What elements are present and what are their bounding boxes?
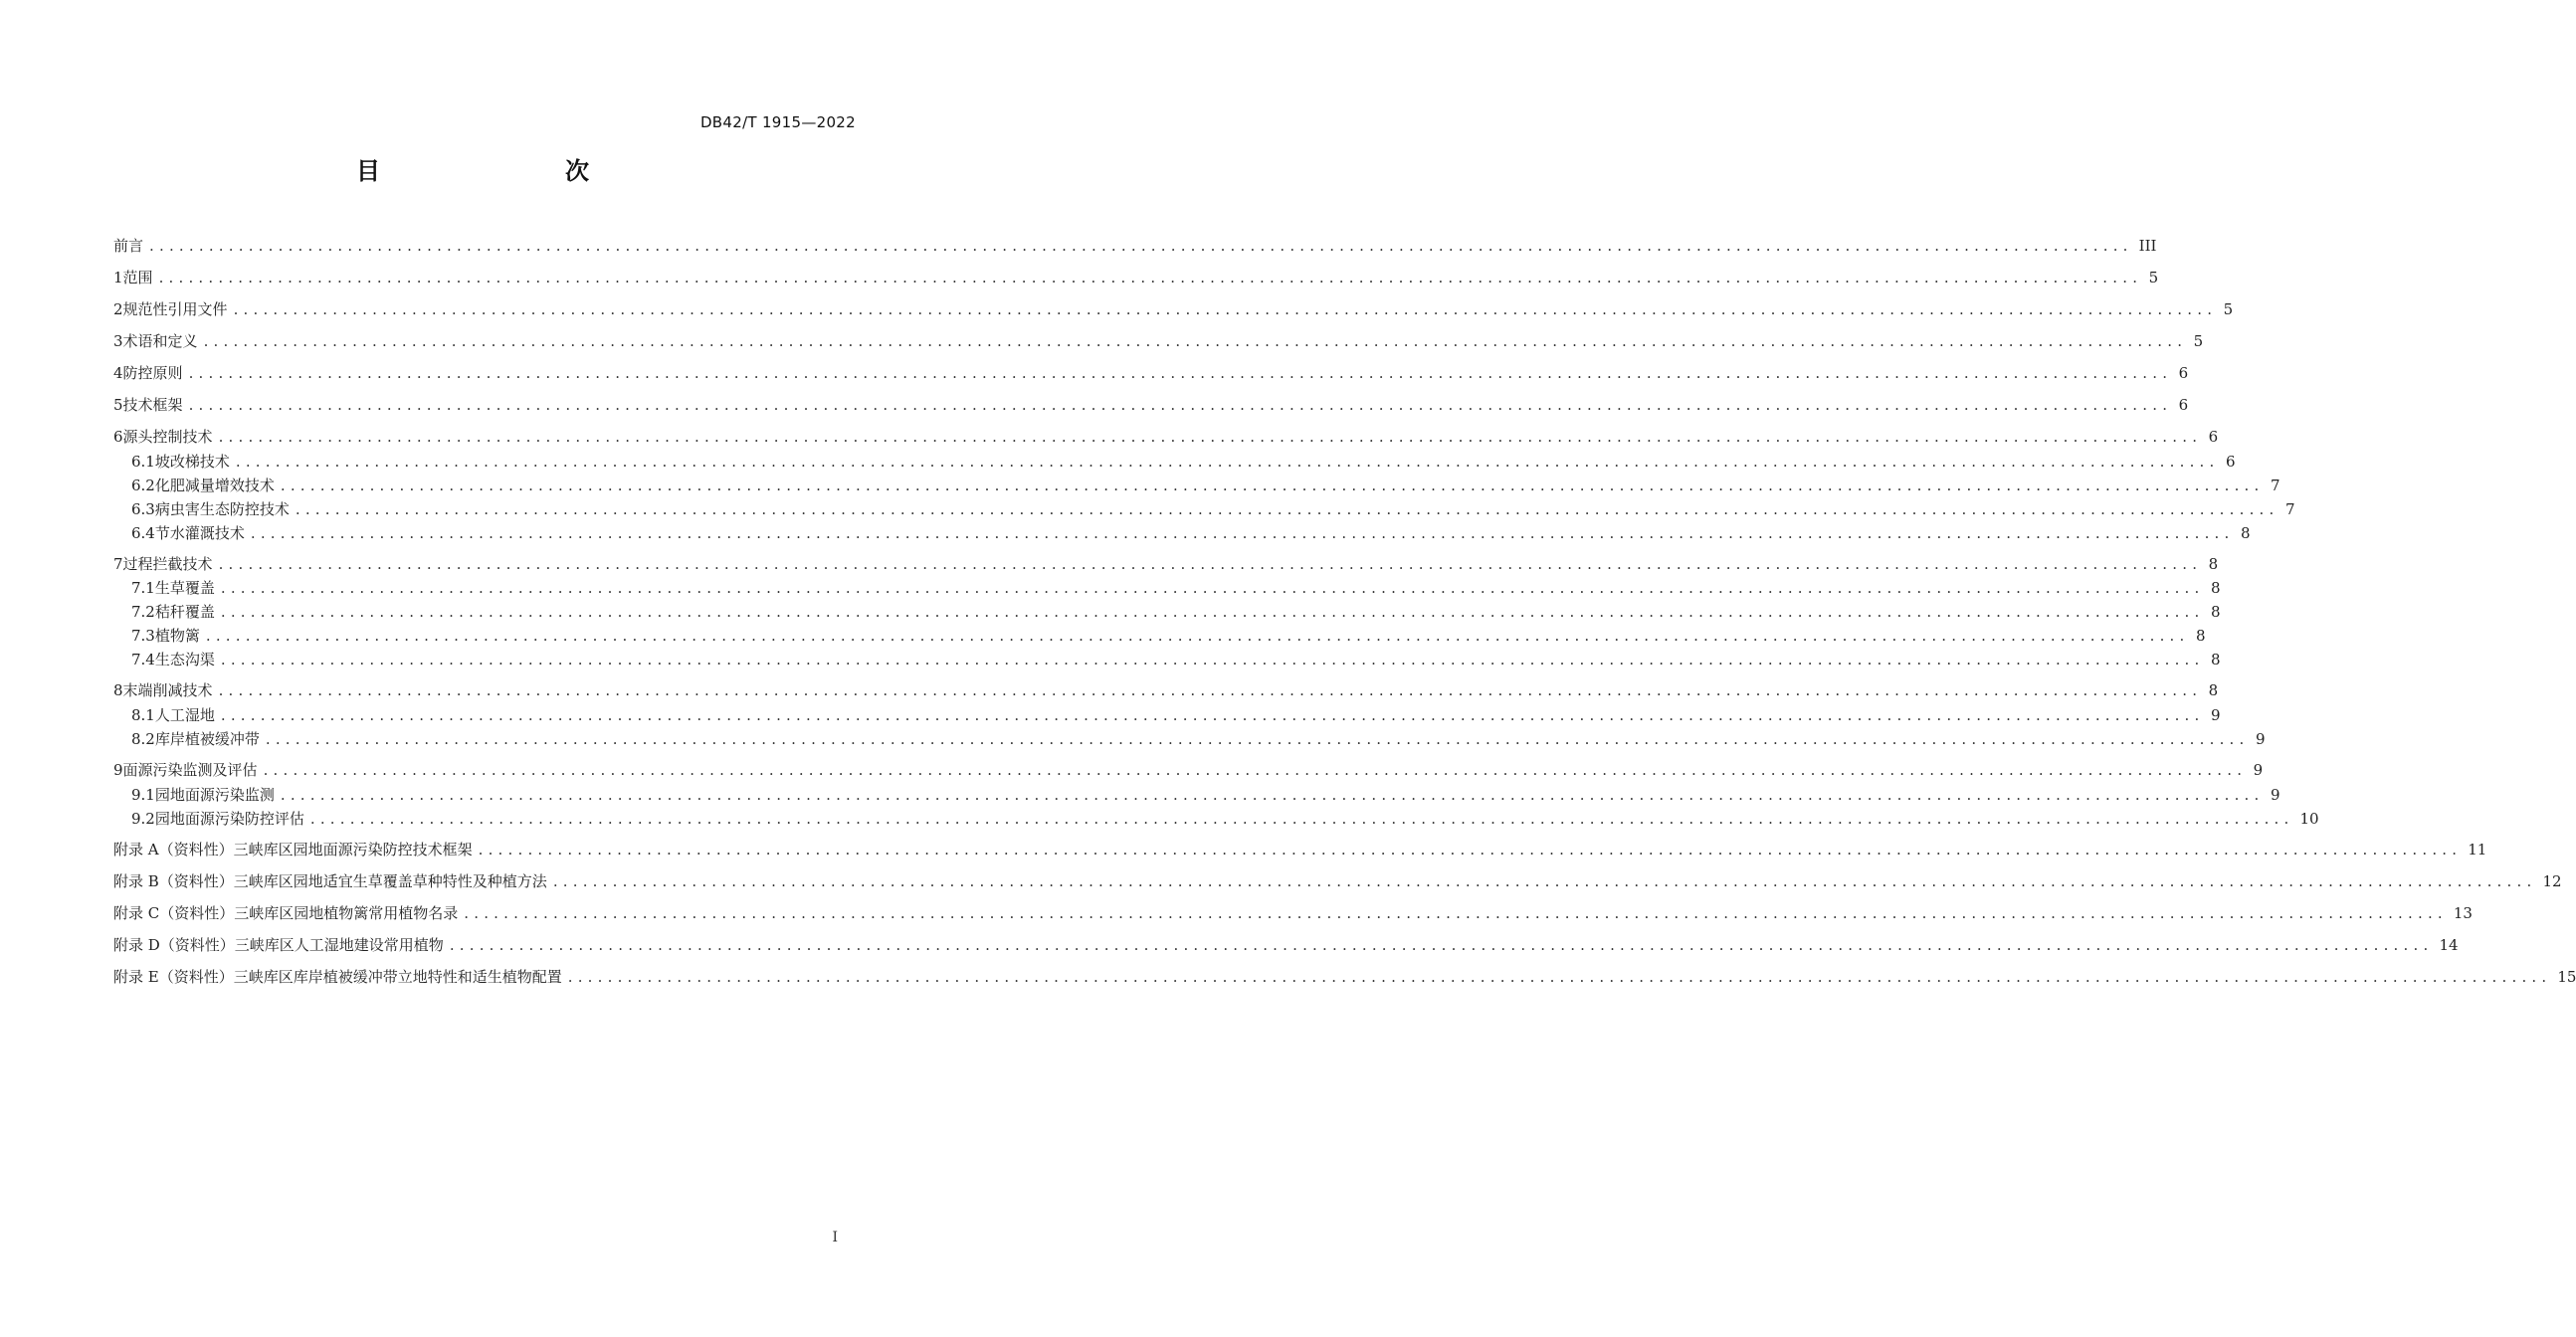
toc-entry-number: 9.2: [131, 810, 155, 828]
toc-entry-label: 人工湿地: [154, 706, 215, 724]
toc-entry-number: 2: [113, 300, 123, 318]
toc-entry-page: 6: [2178, 396, 2189, 414]
toc-entry[interactable]: [113, 784, 2280, 805]
toc-entry[interactable]: [113, 759, 2264, 780]
toc-entry-label: 植物篱: [154, 627, 200, 645]
toc-entry[interactable]: [113, 426, 2219, 447]
toc-entry-number: 附录 E（资料性）: [113, 968, 234, 986]
toc-entry-page: 5: [2148, 269, 2159, 286]
toc-entry-number: 附录 C（资料性）: [113, 904, 235, 922]
toc-entry-page: 8: [2210, 651, 2221, 668]
dot-leader: ........................................................................................................................................................................................................: [203, 332, 2188, 350]
toc-entry-number: 附录 A（资料性）: [113, 841, 234, 859]
toc-entry-label: 生草覆盖: [154, 579, 215, 597]
toc-entry-number: 4: [113, 364, 123, 382]
toc-entry-label: 三峡库区园地适宜生草覆盖草种特性及种植方法: [233, 872, 547, 890]
toc-entry[interactable]: [113, 625, 2206, 646]
toc-entry-page: 9: [2255, 730, 2266, 748]
toc-entry-label: 三峡库区园地面源污染防控技术框架: [233, 841, 473, 859]
toc-entry-number: 6.1: [131, 453, 155, 471]
toc-entry-page: 9: [2210, 706, 2221, 724]
dot-leader: ........................................................................................................................................................................................................: [567, 968, 2552, 986]
toc-entry[interactable]: [113, 475, 2280, 495]
dot-leader: ........................................................................................................................................................................................................: [233, 300, 2218, 318]
page-title: 目 次: [356, 157, 635, 185]
toc-entry[interactable]: [113, 267, 2159, 287]
toc-entry[interactable]: [113, 451, 2236, 472]
toc-entry-number: 1: [113, 269, 123, 286]
toc-entry-label: 病虫害生态防控技术: [154, 500, 290, 518]
toc-entry-number: 6: [113, 428, 123, 446]
dot-leader: ........................................................................................................................................................................................................: [263, 761, 2248, 779]
toc-entry-label: 过程拦截技术: [122, 555, 213, 573]
toc-entry-number: 6.3: [131, 500, 155, 518]
toc-entry-number: 附录 B（资料性）: [113, 872, 234, 890]
toc-entry-label: 规范性引用文件: [122, 300, 228, 318]
toc-entry[interactable]: [113, 704, 2221, 725]
toc-entry[interactable]: [113, 966, 2576, 987]
toc-entry-page: 14: [2439, 936, 2459, 954]
toc-entry-page: 8: [2210, 603, 2221, 621]
toc-entry-label: 技术框架: [122, 396, 183, 414]
dot-leader: ........................................................................................................................................................................................................: [218, 428, 2203, 446]
toc-entry-label: 末端削减技术: [122, 681, 213, 699]
toc-entry-page: 8: [2195, 627, 2206, 645]
dot-leader: ........................................................................................................................................................................................................: [149, 237, 2133, 255]
toc-entry[interactable]: [113, 394, 2189, 415]
dot-leader: ........................................................................................................................................................................................................: [220, 706, 2205, 724]
toc-entry-number: 7.3: [131, 627, 155, 645]
toc-entry-page: 9: [2253, 761, 2264, 779]
toc-entry[interactable]: [113, 577, 2221, 598]
dot-leader: ........................................................................................................................................................................................................: [220, 579, 2205, 597]
toc-entry-page: 15: [2557, 968, 2576, 986]
toc-entry[interactable]: [113, 902, 2473, 923]
dot-leader: ........................................................................................................................................................................................................: [235, 453, 2220, 471]
dot-leader: ........................................................................................................................................................................................................: [188, 364, 2173, 382]
toc-entry-number: 9.1: [131, 786, 155, 804]
dot-leader: ........................................................................................................................................................................................................: [280, 477, 2265, 494]
dot-leader: ........................................................................................................................................................................................................: [464, 904, 2448, 922]
toc-entry-page: 12: [2542, 872, 2562, 890]
toc-entry-label: 前言: [113, 237, 144, 255]
toc-entry-number: 3: [113, 332, 123, 350]
dot-leader: ........................................................................................................................................................................................................: [220, 603, 2205, 621]
toc-entry-label: 三峡库区库岸植被缓冲带立地特性和适生植物配置: [233, 968, 562, 986]
standard-code: DB42/T 1915—2022: [699, 113, 856, 131]
toc-entry-number: 附录 D（资料性）: [113, 936, 235, 954]
dot-leader: ........................................................................................................................................................................................................: [478, 841, 2463, 859]
dot-leader: ........................................................................................................................................................................................................: [552, 872, 2537, 890]
toc-entry-number: 8.2: [131, 730, 155, 748]
toc-entry-number: 7.1: [131, 579, 155, 597]
toc-entry-number: 8.1: [131, 706, 155, 724]
toc-entry-label: 化肥减量增效技术: [154, 477, 275, 494]
dot-leader: ........................................................................................................................................................................................................: [158, 269, 2143, 286]
toc-entry-page: 8: [2240, 524, 2251, 542]
page-number: I: [832, 1230, 838, 1245]
dot-leader: ........................................................................................................................................................................................................: [280, 786, 2265, 804]
toc-entry-number: 7.4: [131, 651, 155, 668]
dot-leader: ........................................................................................................................................................................................................: [309, 810, 2294, 828]
toc-entry-label: 三峡库区人工湿地建设常用植物: [234, 936, 444, 954]
toc-entry-page: 6: [2225, 453, 2236, 471]
toc-entry-number: 7.2: [131, 603, 155, 621]
toc-entry-label: 园地面源污染监测: [154, 786, 275, 804]
toc-entry-page: 6: [2178, 364, 2189, 382]
dot-leader: ........................................................................................................................................................................................................: [205, 627, 2190, 645]
toc-entry-label: 源头控制技术: [122, 428, 213, 446]
dot-leader: ........................................................................................................................................................................................................: [218, 555, 2203, 573]
toc-entry-page: 9: [2270, 786, 2280, 804]
toc-entry-label: 范围: [122, 269, 153, 286]
toc-entry[interactable]: [113, 839, 2487, 860]
toc-entry[interactable]: [113, 498, 2295, 519]
toc-entry-page: 8: [2210, 579, 2221, 597]
toc-entry[interactable]: [113, 522, 2251, 543]
toc-entry[interactable]: [113, 870, 2562, 891]
toc-entry-page: 5: [2193, 332, 2204, 350]
toc-entry-number: 7: [113, 555, 123, 573]
dot-leader: ........................................................................................................................................................................................................: [449, 936, 2434, 954]
toc-entry[interactable]: [113, 649, 2221, 669]
toc-entry[interactable]: [113, 679, 2219, 700]
toc-entry[interactable]: [113, 601, 2221, 622]
dot-leader: ........................................................................................................................................................................................................: [250, 524, 2235, 542]
toc-entry-label: 秸秆覆盖: [154, 603, 215, 621]
toc-entry-number: 5: [113, 396, 123, 414]
toc-entry-label: 坡改梯技术: [154, 453, 230, 471]
toc-entry-label: 面源污染监测及评估: [122, 761, 258, 779]
toc-entry-page: 11: [2468, 841, 2487, 859]
toc-entry-page: 8: [2208, 555, 2219, 573]
toc-entry-number: 8: [113, 681, 123, 699]
toc-entry-page: 7: [2270, 477, 2280, 494]
toc-entry-page: 8: [2208, 681, 2219, 699]
toc-entry[interactable]: [113, 728, 2266, 749]
toc-entry-label: 库岸植被缓冲带: [154, 730, 260, 748]
dot-leader: ........................................................................................................................................................................................................: [295, 500, 2279, 518]
toc-entry-page: III: [2138, 237, 2157, 255]
toc-entry-page: 13: [2453, 904, 2473, 922]
toc-entry[interactable]: [113, 298, 2234, 319]
toc-entry[interactable]: [113, 553, 2219, 574]
dot-leader: ........................................................................................................................................................................................................: [265, 730, 2250, 748]
toc-entry-page: 6: [2208, 428, 2219, 446]
toc-entry-label: 术语和定义: [122, 332, 198, 350]
toc-entry-number: 6.2: [131, 477, 155, 494]
dot-leader: ........................................................................................................................................................................................................: [220, 651, 2205, 668]
toc-entry-number: 6.4: [131, 524, 155, 542]
toc-entry-page: 5: [2223, 300, 2234, 318]
toc-entry[interactable]: [113, 808, 2319, 829]
toc-entry[interactable]: [113, 330, 2204, 351]
toc-entry[interactable]: [113, 934, 2459, 955]
toc-entry-page: 10: [2299, 810, 2319, 828]
toc-entry[interactable]: [113, 362, 2189, 383]
toc-entry-number: 9: [113, 761, 123, 779]
toc-entry-label: 节水灌溉技术: [154, 524, 245, 542]
dot-leader: ........................................................................................................................................................................................................: [188, 396, 2173, 414]
toc-entry-label: 三峡库区园地植物篱常用植物名录: [234, 904, 459, 922]
toc-entry-label: 防控原则: [122, 364, 183, 382]
dot-leader: ........................................................................................................................................................................................................: [218, 681, 2203, 699]
toc-entry[interactable]: [113, 235, 2157, 256]
toc-entry-label: 生态沟渠: [154, 651, 215, 668]
toc-entry-label: 园地面源污染防控评估: [154, 810, 304, 828]
toc-entry-page: 7: [2284, 500, 2295, 518]
